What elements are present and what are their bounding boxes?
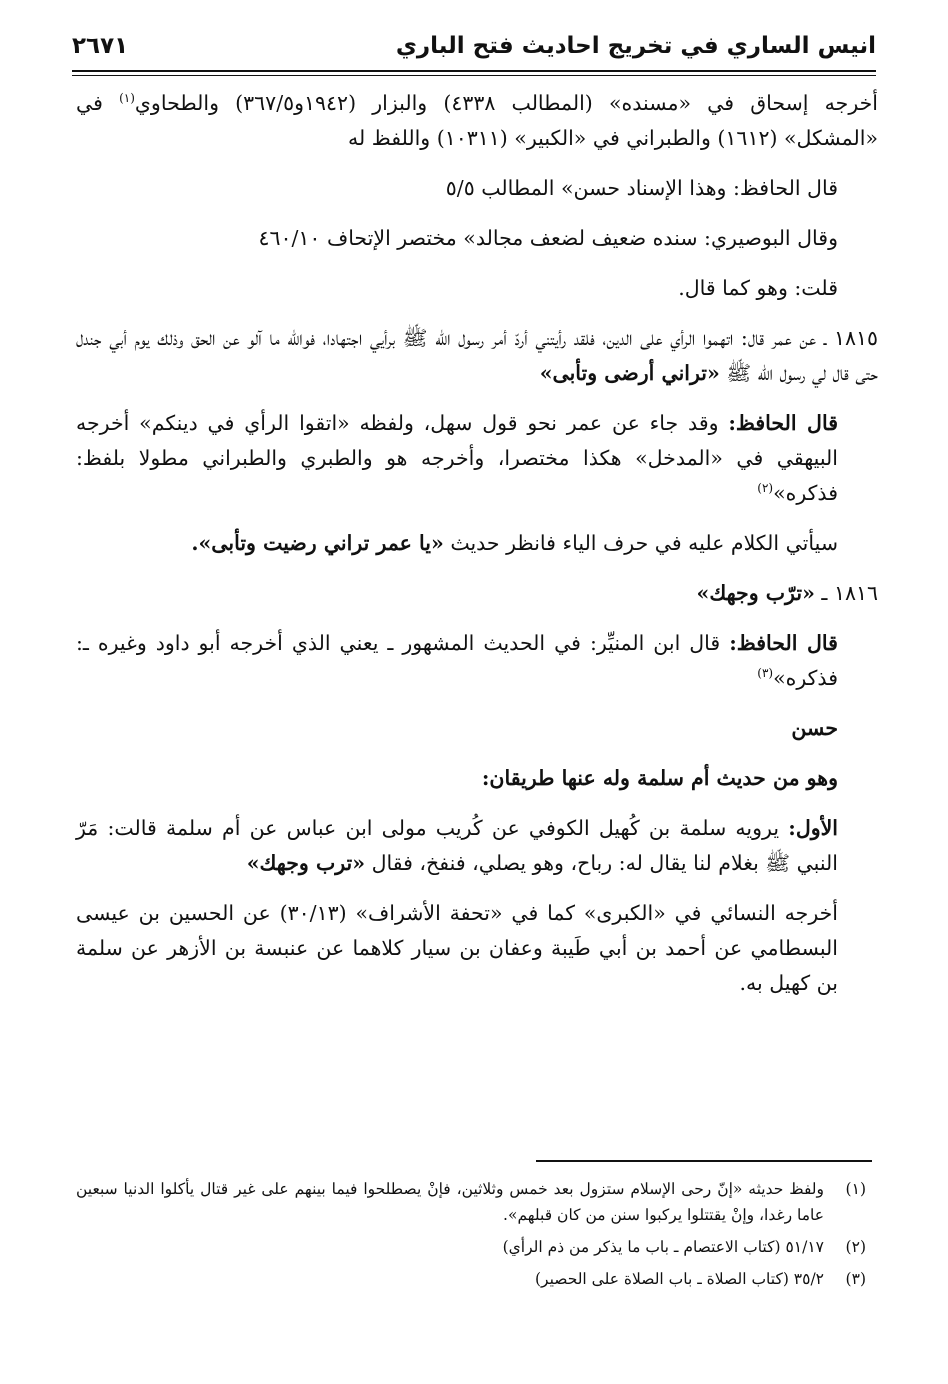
text-run: في «المشكل» (١٦١٢) والطبراني في «الكبير» (١٠٣١١) واللفظ له — [76, 91, 878, 150]
footnote — [76, 1234, 874, 1260]
text-run: ١٨١٦ ـ — [814, 581, 878, 605]
paragraph — [76, 711, 878, 746]
footnote-marker: (١) — [119, 91, 135, 106]
text-run: أخرجه النسائي في «الكبرى» كما في «تحفة الأشراف» (٣٠/١٣) عن الحسين بن عيسى البسطامي عن أحمد بن أبي طَيبة وعفان بن سيار كلاهما عن عنبسة بن الأزهر عن سلمة بن كهيل به. — [76, 901, 838, 995]
header-rule — [72, 70, 876, 72]
text-run: «تراني أرضى وتأبى» — [539, 361, 720, 385]
paragraph — [76, 626, 878, 696]
text-run: قال الحافظ: — [728, 411, 839, 435]
text-run: قلت: وهو كما قال. — [678, 276, 838, 300]
page-header — [72, 30, 876, 70]
paragraph — [76, 321, 878, 391]
header-rule-thin — [72, 75, 876, 76]
running-title: انيس الساري في تخريج احاديث فتح الباري — [395, 33, 876, 59]
paragraph — [76, 526, 878, 561]
footnote-marker: (٢) — [757, 481, 774, 496]
footnote — [76, 1266, 874, 1292]
footnotes — [76, 1176, 874, 1298]
paragraph — [76, 761, 878, 796]
footnote-number: (١) — [845, 1180, 866, 1198]
text-run: قال الحافظ: وهذا الإسناد حسن» المطالب ٥/٥ — [445, 176, 838, 200]
text-run: حسن — [791, 716, 838, 740]
paragraph — [76, 171, 878, 206]
text-run: قال ابن المنيِّر: في الحديث المشهور ـ يعني الذي أخرجه أبو داود وغيره ـ: فذكره» — [76, 631, 838, 690]
footnote-number: (٣) — [845, 1270, 866, 1288]
footnote-marker: (٣) — [757, 666, 774, 681]
footnote-text: ٣٥/٢ (كتاب الصلاة ـ باب الصلاة على الحصير) — [534, 1270, 824, 1288]
paragraph — [76, 86, 878, 156]
text-run: وهو من حديث أم سلمة وله عنها طريقان: — [481, 766, 838, 790]
page-number: ٢٦٧١ — [72, 33, 129, 59]
text-run: يرويه سلمة بن كُهيل الكوفي عن كُريب مولى ابن عباس عن أم سلمة قالت: مَرّ النبي ﷺ بغلام لنا يقال له: رباح، وهو يصلي، فنفخ، فقال — [76, 816, 838, 875]
text-run: «يا عمر تراني رضيت وتأبى». — [191, 531, 444, 555]
paragraph — [76, 576, 878, 611]
footnote — [76, 1176, 874, 1228]
paragraph — [76, 811, 878, 881]
text-run: «ترّب وجهك» — [696, 581, 815, 605]
footnote-number: (٢) — [845, 1238, 866, 1256]
text-run: سيأتي الكلام عليه في حرف الياء فانظر حديث — [443, 531, 838, 555]
main-text — [76, 86, 878, 1016]
paragraph — [76, 221, 878, 256]
footnote-text: ٥١/١٧ (كتاب الاعتصام ـ باب ما يذكر من ذم الرأي) — [502, 1238, 824, 1256]
text-run: ١٨١٥ ـ عن عمر قال: اتهموا الرأي على الدين، فلقد رأيتني أردّ أمر رسول الله ﷺ برأيي اجتهادا، فوالله ما آلو عن الحق وذلك يوم أبي جندل حتى قال لي رسول الله ﷺ — [76, 326, 878, 385]
footnote-separator — [536, 1160, 872, 1162]
text-run: أخرجه إسحاق في «مسنده» (المطالب ٤٣٣٨) والبزار (١٩٤٢و٣٦٧/٥) والطحاوي — [134, 91, 878, 115]
paragraph — [76, 271, 878, 306]
paragraph — [76, 896, 878, 1001]
text-run: وقال البوصيري: سنده ضعيف لضعف مجالد» مختصر الإتحاف ٤٦٠/١٠ — [258, 226, 838, 250]
text-run: الأول: — [788, 816, 838, 840]
text-run: قال الحافظ: — [729, 631, 838, 655]
text-run: وقد جاء عن عمر نحو قول سهل، ولفظه «اتقوا الرأي في دينكم» أخرجه البيهقي في «المدخل» هكذا مختصرا، وأخرجه هو والطبري والطبراني مطولا بلفظ: فذكره» — [76, 411, 838, 505]
footnote-text: ولفظ حديثه «إنّ رحى الإسلام ستزول بعد خمس وثلاثين، فإنْ يصطلحوا فيما بينهم على غير قتال يأكلوا الدنيا سبعين عاما رغدا، وإنْ يقتتلوا يركبوا سنن من كان قبلهم». — [76, 1180, 824, 1224]
paragraph — [76, 406, 878, 511]
text-run: «ترب وجهك» — [246, 851, 366, 875]
